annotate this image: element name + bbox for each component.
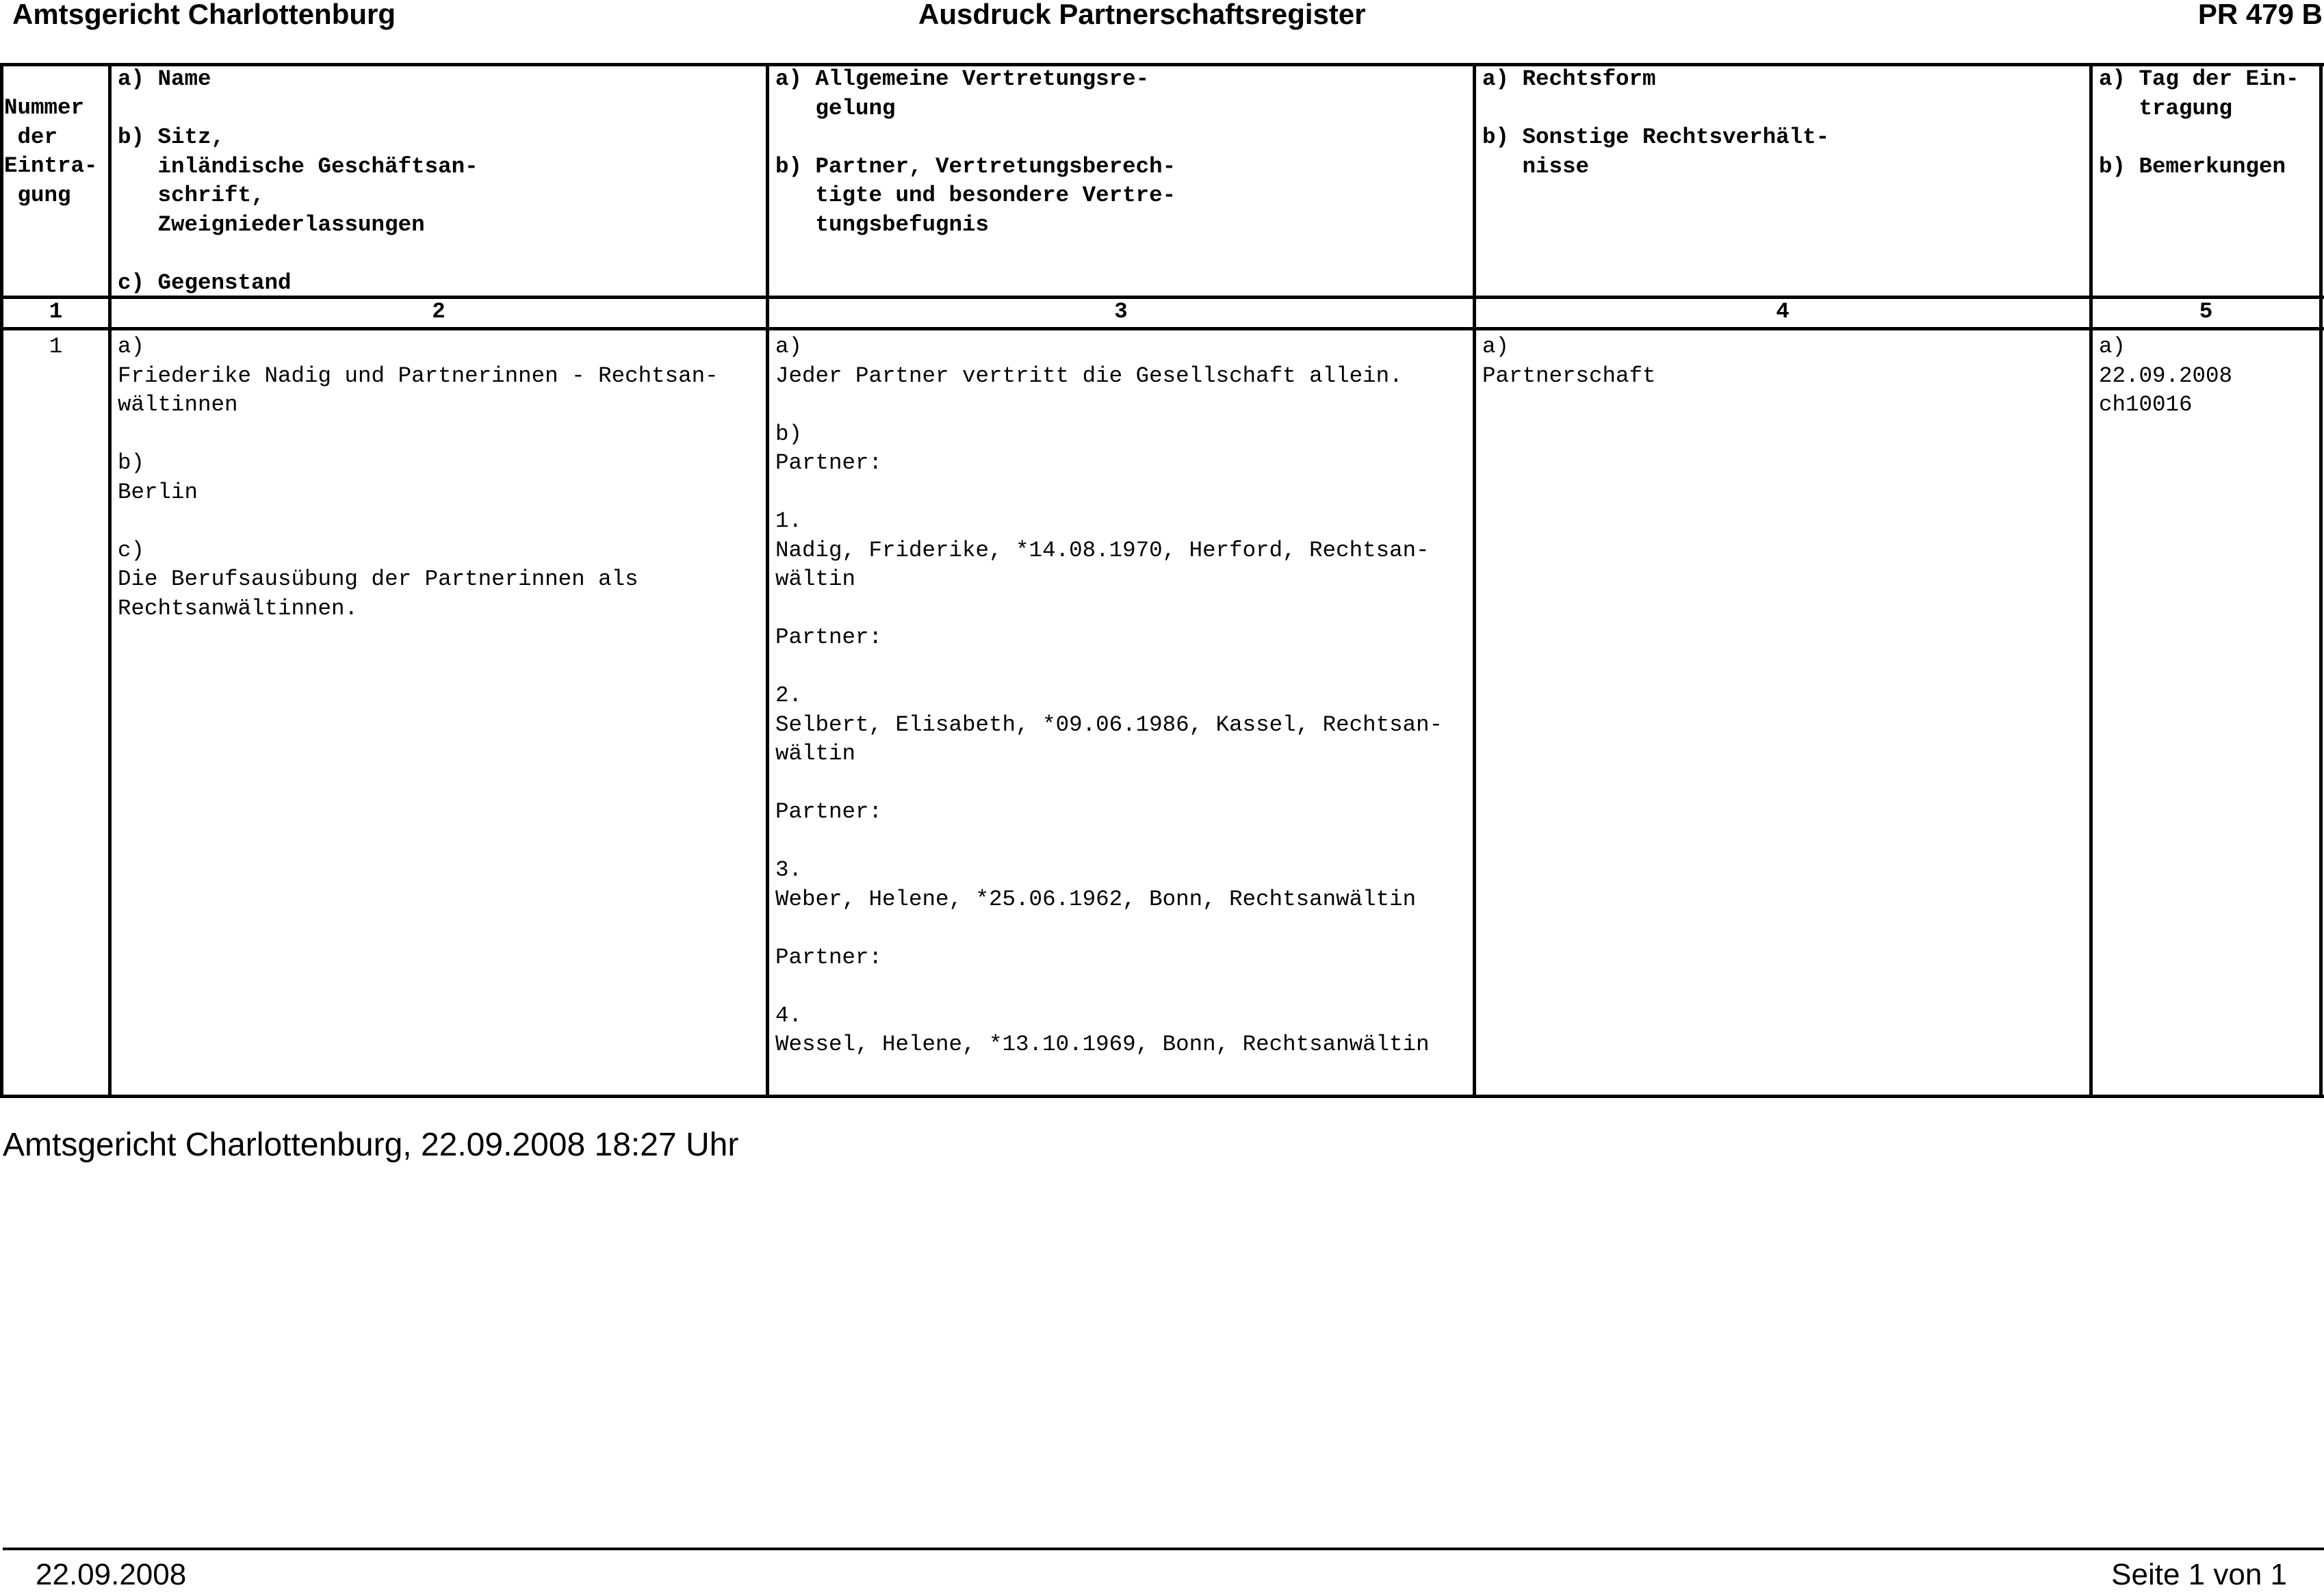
col-divider-0 (0, 63, 3, 1098)
court-title: Amtsgericht Charlottenburg (12, 0, 396, 30)
column-number-4: 4 (1776, 299, 1790, 324)
page-info: Seite 1 von 1 (2111, 1558, 2287, 1591)
printout-timestamp: Amtsgericht Charlottenburg, 22.09.2008 18:27 Uhr (3, 1127, 739, 1163)
entry-representation-partners: a) Jeder Partner vertritt die Gesellschaft allein. b) Partner: 1. Nadig, Friderike, *14.08.1970, Herford, Rechtsan- wältin Partner: 2. Selbert, Elisabeth, *09.06.1986, Kassel, Rechtsan- wältin Partner: 3. Weber, Helene, *25.06.1962, Bonn, Rechtsanwältin Partner: 4. Wessel, Helene, *13.10.1969, Bonn, Rechtsanwältin (775, 334, 1443, 1057)
col-divider-3 (1473, 63, 1476, 1098)
column-number-2: 2 (432, 299, 446, 324)
table-bottom-border (0, 1095, 2324, 1098)
entry-date-remarks: a) 22.09.2008 ch10016 (2099, 334, 2233, 417)
entry-number: 1 (49, 334, 63, 359)
col-divider-4 (2089, 63, 2093, 1098)
header-col-representation: a) Allgemeine Vertretungsre- gelung b) Partner, Vertretungsberech- tigte und besondere Vertre- tungsbefugnis (775, 66, 1176, 237)
col-divider-5 (2319, 63, 2323, 1098)
header-col-date: a) Tag der Ein- tragung b) Bemerkungen (2099, 66, 2299, 179)
entry-name-seat-purpose: a) Friederike Nadig und Partnerinnen - Rechtsan- wältinnen b) Berlin c) Die Berufsausübung der Partnerinnen als Rechtsanwältinnen. (118, 334, 719, 621)
header-col-legal-form: a) Rechtsform b) Sonstige Rechtsverhält- nisse (1482, 66, 1830, 179)
header-col-number: Nummer der Eintra- gung (4, 95, 98, 208)
column-number-5: 5 (2199, 299, 2213, 324)
column-number-3: 3 (1114, 299, 1128, 324)
column-number-1: 1 (49, 299, 63, 324)
footer-date: 22.09.2008 (36, 1558, 187, 1591)
col-divider-1 (108, 63, 112, 1098)
header-col-name: a) Name b) Sitz, inländische Geschäftsan- schrift, Zweigniederlassungen c) Gegenstand (118, 66, 478, 296)
entry-legal-form: a) Partnerschaft (1482, 334, 1656, 389)
register-number: PR 479 B (2197, 0, 2323, 30)
footer-rule (3, 1548, 2324, 1550)
document-title: Ausdruck Partnerschaftsregister (918, 0, 1366, 30)
col-divider-2 (766, 63, 769, 1098)
number-row-bottom-border (0, 327, 2324, 330)
